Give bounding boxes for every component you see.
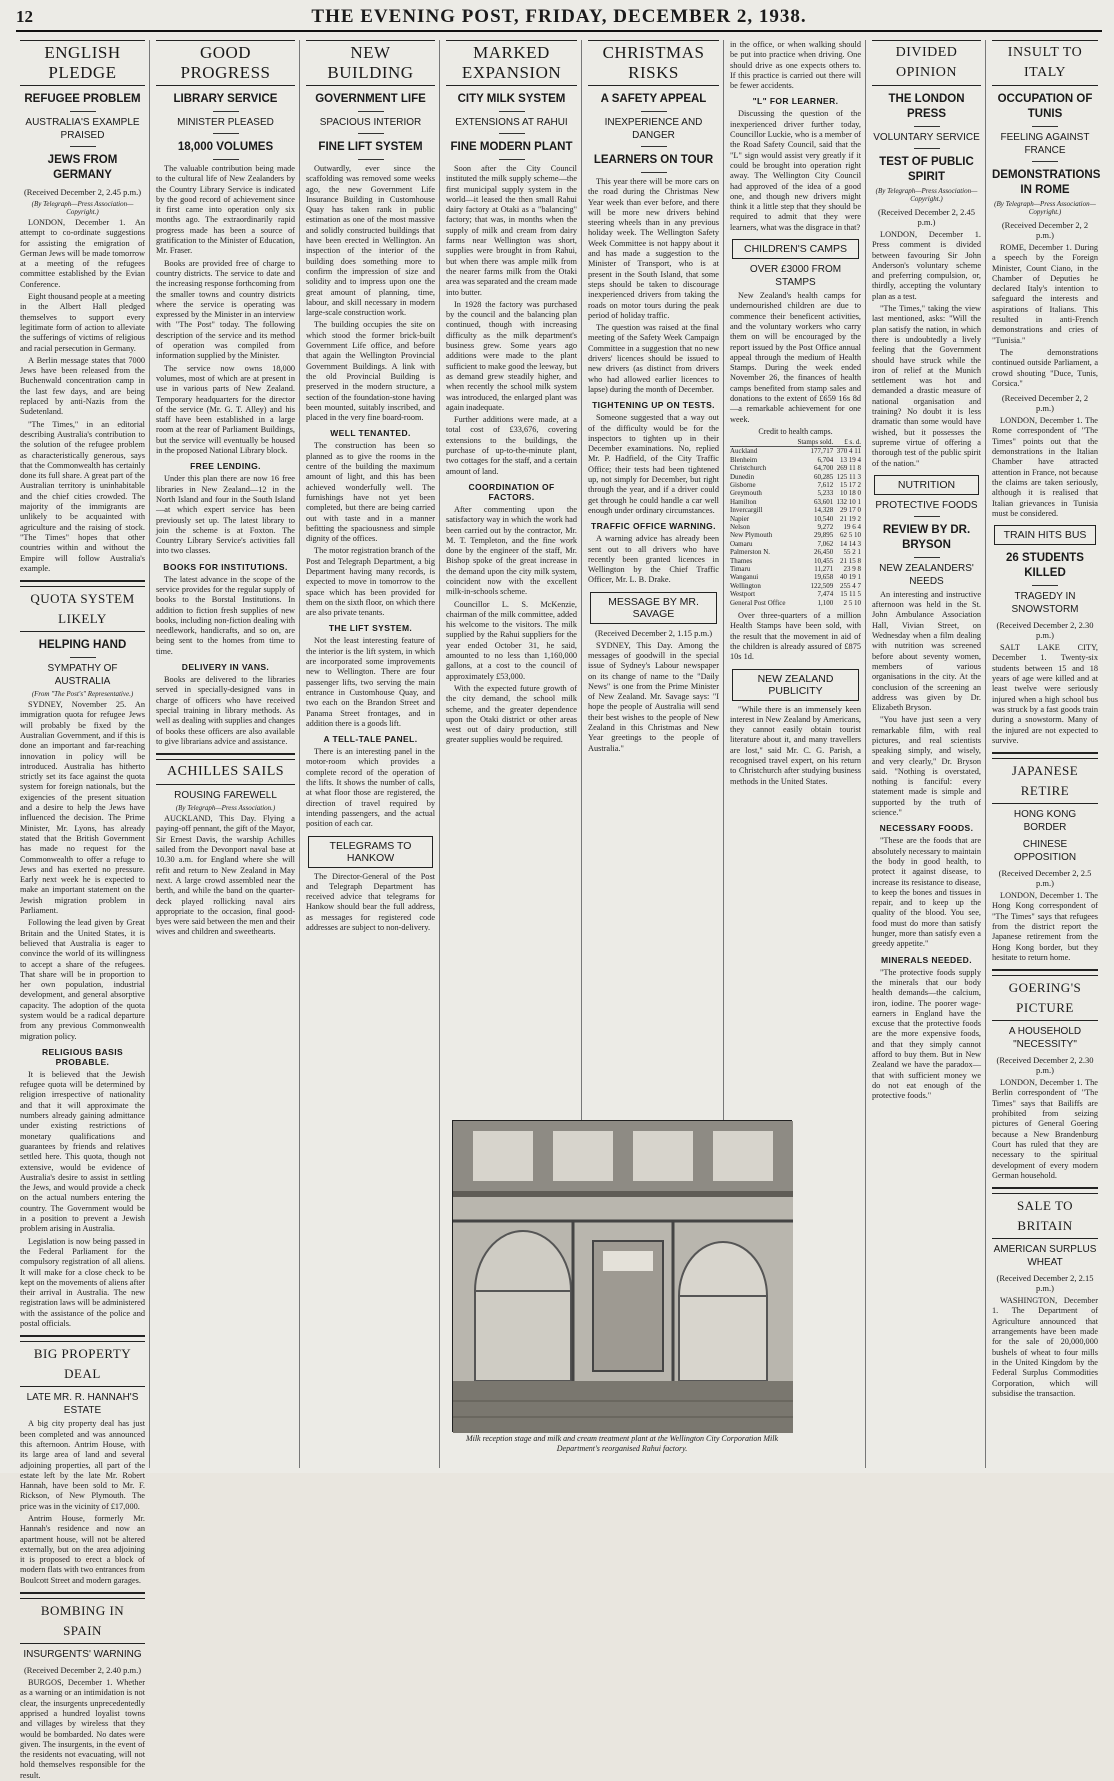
dateline: (Received December 2, 2 p.m.) [1001,393,1089,414]
paragraph: AUCKLAND, This Day. Flying a paying-off pennant, the gift of the Mayor, Sir Ernest Davis, the warship Achilles sailed from the Devonport naval base at 10.30 a.m. for England where she will refit and return to New Zealand in May next. A large crowd assembled near the berth, and while the band on the quarter-deck played rollicking naval airs appropriate to the occasion, final good-byes were said between the men and their wives and children and sweethearts. [156,814,295,937]
table-row [730,498,861,506]
table-row [730,447,861,456]
table-cell: 269 11 8 [836,464,861,473]
table-cell: 122,509 [810,581,834,590]
table-cell: Westport [730,590,756,599]
paragraph: The service now owns 18,000 volumes, most of which are at present in use in various parts of New Zealand. Temporary headquarters for the director of the service (Mr. G. T. Alley) and his staff have been established in a large room at the rear of Parliament Buildings, but the service will eventually be housed in the proposed National Library block. [156,363,295,456]
table-row [730,565,861,573]
paragraph: "While there is an immensely keen interest in New Zealand by Americans, they cannot easily obtain tourist literature about it, and many travellers are lost," said Mr. C. G. Parish, a recognised travel expert, on his return to Christchurch after studying business methods in the United States. [730,704,861,786]
paragraph: "You have just seen a very remarkable film, with real pictures, and real scientists speaking simply, and wisely, and very clearly," Dr. Bryson said. "Nothing is overstated, nothing is fanciful: every statement made is simple and supported by the truth of science." [872,715,981,818]
paragraph: "The Times," in an editorial describing Australia's contribution to the solution of the refugee problem as characteristically generous, says that the Commonwealth has certainly done its full share. A great part of the Australian territory is uninhabitable and the chief cities crowded. The majority of the immigrants are unlikely to be acquainted with agriculture and the raising of stock. "The Times" hopes that other countries within and without the Empire will follow Australia's example. [20,419,145,573]
table-cell: 132 10 1 [836,497,861,506]
headline: DIVIDED OPINION [872,40,981,86]
section-heading: TRAFFIC OFFICE WARNING. [591,521,716,532]
subheadline: OCCUPATION OF TUNIS [997,93,1093,120]
table-cell: Wanganui [730,573,759,582]
table-row [730,489,861,497]
subheadline: HELPING HAND [38,639,127,652]
deck: SYMPATHY OF AUSTRALIA [47,663,118,688]
paragraph: Books are delivered to the libraries served in specially-designed vans in charge of officers who have received special training in library methods. As well as dealing with supplies and changes of books these officers are also available to give librarians advice and assistance. [156,675,295,746]
table-cell: 6,704 [817,455,834,464]
paragraph: Eight thousand people at a meeting in the Albert Hall pledged themselves to support every legitimate form of action to alleviate the sufferings of victims of religious and racial persecution in Germany. [20,292,145,353]
table-cell: Wellington [730,581,761,590]
table-row [730,599,861,607]
headline: JAPANESE RETIRE [992,758,1098,804]
deck: EXTENSIONS AT RAHUI [455,117,568,128]
table-cell: 370 4 11 [836,447,861,456]
table-row [730,590,861,598]
table-row [730,481,861,489]
paragraph: LONDON, December 1. The Rome correspondent of "The Times" points out that the demonstrations in the Italian Chamber have attracted attention in France, not because the claims are taken seriously, although it is realised that Italian grievances in Tunisia must be considered. [992,416,1098,518]
table-title: Credit to health camps. [758,426,833,436]
table-cell: 23 9 8 [843,565,861,573]
credit: (By Telegraph—Press Association—Copyright.) [31,200,134,216]
deck: INEXPERIENCE AND DANGER [604,117,703,141]
column-5 [584,40,724,1120]
table-cell: 10,540 [814,514,834,523]
table-header-cell: £ s. d. [833,438,861,447]
subheadline: JEWS FROM GERMANY [47,154,118,181]
section-heading: THE LIFT SYSTEM. [328,623,413,634]
table-cell: 21 15 8 [840,556,861,565]
paragraph: ROME, December 1. During a speech by the Foreign Minister, Count Ciano, in the Chamber of Deputies he declared Italy's intention to safeguard the interests and aspirations of Italians. This resulted in anti-French demonstrations and cries of "Tunisia." [992,243,1098,345]
box-headline: TELEGRAMS TO HANKOW [308,836,433,868]
table-header-cell [730,438,793,447]
section-heading: TIGHTENING UP ON TESTS. [592,400,715,411]
paragraph: Discussing the question of the inexperienced driver further today, Councillor Luckie, who is a member of the Road Safety Council, said that the "L" sign would assist very greatly if it could be brought into operation right away. The Wellington City Council had approved of the idea of a good one, and though new drivers might think it a little step that they should be required to admit that they were learners, what was the disgrace in that? [730,109,861,232]
dateline: (Received December 2, 2.45 p.m.) [878,207,975,227]
table-row [730,573,861,581]
headline: ENGLISH PLEDGE [20,40,145,86]
table-cell: Dunedin [730,472,755,481]
table-cell: 14,328 [814,506,834,515]
table-cell: 19 6 4 [843,522,861,531]
paragraph: A Berlin message states that 7000 Jews have been released from the Buchenwald concentration camp in the last few days, and are being replaced by anti-Nazis from the Sudetenland. [20,355,145,417]
deck: SPACIOUS INTERIOR [319,117,422,128]
factory-photograph [452,1120,792,1432]
subheadline: REFUGEE PROBLEM [24,93,141,105]
paragraph: With the expected future growth of the city demand, the school milk scheme, and the greater dependence upon the Otaki district or other areas west out of dairy production, still greater supplies would be required. [446,683,577,745]
dateline: (Received December 2, 2 p.m.) [1001,220,1089,240]
paragraph: Soon after the City Council instituted the milk supply scheme—the first municipal supply system in the world—it leased the then small Rahui dairy factory at Otaki as a "balancing" factory; that was, in months when the supply of milk and cream from dairy farms near Wellington was short, supplies were brought in from Rahui, but when there was ample milk from the nearer farms milk from the Otaki area was separated and the cream made into butter. [446,164,577,297]
table-cell: 64,700 [814,464,834,473]
headline: GOOD PROGRESS [156,40,295,86]
dateline: (Received December 2, 2.15 p.m.) [996,1273,1094,1294]
table-cell: 60,285 [814,472,834,481]
table-cell: 177,717 [810,447,834,456]
paragraph: Someone suggested that a way out of the difficulty would be for the inspectors to tighten up in their December examinations. No, replied Mr. P. Hadfield, of the City Traffic Office; their tests had been tightened up, not simply for December, but right through the year, and if a driver could get through he could handle a car well enough under ordinary circumstances. [588,413,719,515]
headline: ACHILLES SAILS [156,759,295,785]
table-row [730,582,861,590]
table-cell: Gisborne [730,480,756,489]
factory-interior-image [453,1121,793,1433]
deck: OVER £3000 FROM STAMPS [749,264,842,289]
paragraph: New Zealand's health camps for undernourished children are due to commence their beneficent activities, and the voluntary workers who carry them on will be encouraged by the report issued by the Post Office annual appeal through the medium of Health Stamps. During the week ended November 26, the finances of health camps benefited from stamp sales and donations to the extent of £659 16s 8d—a remarkable achievement for one week. [730,291,861,424]
subheadline: REVIEW BY DR. BRYSON [882,523,971,551]
deck: TRAGEDY IN SNOWSTORM [1011,591,1079,616]
table-cell: Oamaru [730,539,753,548]
table-cell: 15 17 2 [840,480,861,489]
table-cell: 62 5 10 [840,531,861,540]
table-row [730,540,861,548]
section-heading: WELL TENANTED. [330,428,411,439]
paragraph: The motor registration branch of the Post and Telegraph Department, a big Department having many records, is expected to move in tomorrow to the space which has been provided for them on the sixth floor, on which there are also private tenants. [306,546,435,618]
box-headline: CHILDREN'S CAMPS [732,239,859,259]
table-row [730,531,861,539]
column-3 [302,40,440,1468]
paragraph: BURGOS, December 1. Whether as a warning or an intimidation is not clear, the insurgents unprecedentedly apprised a hundred loyalist towns and villages by wireless that they would be bombarded. No dates were given. The insurgents, in the event of the residents not evacuating, will not hold themselves responsible for the result. [20,1678,145,1780]
table-cell: Invercargill [730,506,763,515]
table-row [730,473,861,481]
headline: QUOTA SYSTEM LIKELY [20,586,145,632]
table-cell: 21 19 2 [840,514,861,523]
table-cell: Timaru [730,565,751,573]
table-cell: 14 14 3 [840,539,861,548]
table-cell: 1,100 [817,598,834,607]
paragraph: Further additions were made, at a total cost of £33,676, covering extensions to the buildings, the purchase of up-to-the-minute plant, two cottages for the staff, and a certain amount of land. [446,415,577,476]
paragraph: Legislation is now being passed in the Federal Parliament for the compulsory registration of all aliens. It will make for a close check to be kept on the movements of aliens after their arrival in Australia. The new registration laws will be administered with the assistance of the police and postal officials. [20,1236,145,1329]
paragraph: In 1928 the factory was purchased by the council and the balancing plan continued, though with increasing difficulty as the milk department's business grew. Some years ago additions were made to the plant sufficient to make good the leeway, but as demand grew steadily higher, and when recently the school milk system was introduced, the enlarged plant was again inadequate. [446,299,577,412]
dateline: (Received December 2, 2.45 p.m.) [23,187,142,197]
table-cell: 29,895 [814,531,834,540]
table-row [730,548,861,556]
table-cell: 29 17 0 [840,506,861,515]
paragraph: An interesting and instructive afternoon was held in the St. John Ambulance Association Hall, Vivian Street, on Wednesday when a film dealing with nutrition was screened before about seventy women, members of various organisations in the city. At the conclusion of the screening an address was given by Dr. Elizabeth Bryson. [872,589,981,713]
subheadline: 18,000 VOLUMES [177,141,274,153]
subheadline: A SAFETY APPEAL [600,93,707,105]
table-cell: New Plymouth [730,531,773,540]
table-cell: 10,455 [814,556,834,565]
dateline: (Received December 2, 2.30 p.m.) [996,1055,1094,1076]
credit: (By Telegraph—Press Association—Copyright.) [994,200,1096,216]
paragraph: The Director-General of the Post and Telegraph Department has received advice that telegrams for Hankow should bear the full address, as messages for registered code addresses are subject to non-delivery. [306,871,435,932]
table-cell: 9,272 [817,522,834,531]
table-cell: Thames [730,556,753,565]
subheadline: THE LONDON PRESS [888,93,965,120]
table-row [730,456,861,464]
box-headline: TRAIN HITS BUS [994,525,1096,545]
page-number: 12 [16,7,33,26]
paragraph: LONDON, December 1. The Berlin correspondent of "The Times" says that Bailiffs are prohibited from seizing pictures of General Goering because a New Brandenburg Court has ruled that they are necessary to the spiritual development of every modern German household. [992,1078,1098,1180]
paragraph: The demonstrations continued outside Parliament, a crowd shouting "Duce, Tunis, Corsica." [992,347,1098,388]
paragraph: WASHINGTON, December 1. The Department of Agriculture announced that arrangements have been made for the sale of 20,000,000 bushels of wheat to four mills in the United Kingdom by the Federal Surplus Commodities Corporation, which will subsidise the transaction. [992,1296,1098,1398]
subheadline: LEARNERS ON TOUR [593,154,714,166]
table-cell: 15 11 5 [840,590,861,599]
table-cell: 19,658 [814,573,834,582]
box-headline: NUTRITION [874,475,979,495]
table-cell: 5,233 [817,489,834,498]
deck: HONG KONG BORDER [1013,809,1077,834]
paragraph: SYDNEY, November 25. An immigration quota for refugee Jews will probably be fixed by the Australian Government, and if this is done an important and far-reaching innovation in policy will be introduced. Australia has hitherto strictly set its face against the quota system for foreign nationals, but the exigencies of the present situation and a desire to help the Jews have influenced the decision. The Prime Minister, Mr. Lyons, has already stated that the British Government has made no request for the Commonwealth to offer a refuge to Jews and has exerted no pressure. Early next week he is expected to make an important statement on the Jewish migration problem in Parliament. [20,700,145,916]
paragraph: in the office, or when walking should be put into practice when driving. One should drive as one expects others to. If this practice is carried out there will be fewer accidents. [730,40,861,91]
deck: AUSTRALIA'S EXAMPLE PRAISED [25,117,140,141]
table-cell: Palmerston N. [730,548,771,557]
subheadline: FINE MODERN PLANT [450,141,573,153]
paragraph: Following the lead given by Great Britain and the United States, it is believed that Australia is eager to convince the world of its willingness to accept a share of the refugees. That share will be in proportion to her own population, industrial development, and general absorptive capacity. The adoption of the quota system would be a radical departure from any previous Commonwealth migration policy. [20,918,145,1041]
deck: PROTECTIVE FOODS [875,499,978,511]
headline: BOMBING IN SPAIN [20,1598,145,1644]
table-cell: 125 11 3 [836,472,861,481]
table-row [730,557,861,565]
headline: CHRISTMAS RISKS [588,40,719,86]
column-4 [442,40,582,1120]
section-heading: "L" FOR LEARNER. [752,96,839,107]
deck: AMERICAN SURPLUS WHEAT [993,1244,1097,1269]
deck: NEW ZEALANDERS' NEEDS [879,562,974,587]
table-cell: Blenheim [730,455,758,464]
paragraph: The question was raised at the final meeting of the Safety Week Campaign Committee in a suggestion that no new drivers' licences should be issued to new drivers (as distinct from drivers who had allowed earlier licences to lapse) during the month of December. [588,323,719,394]
subheadline: 26 STUDENTS KILLED [1006,552,1084,580]
paragraph: This year there will be more cars on the road during the Christmas New Year week than ever before, and there will be more new drivers behind steering wheels than in any previous holiday week. The Wellington Safety Week Committee is not happy about it and has made a suggestion to the Minister of Transport, who is at present in the South Island, that some steps should be taken to discourage inexperienced drivers from taking the roads on motor tours during the peak period of holiday traffic. [588,177,719,320]
paragraph: Under this plan there are now 16 free libraries in New Zealand—12 in the North Island and four in the South Island—at which expert service has been previously set up. The latest library to join the scheme is at Foxton. The Country Library Service's activities fall into two classes. [156,474,295,556]
masthead [16,6,1102,32]
table-cell: General Post Office [730,598,786,607]
subheadline: LIBRARY SERVICE [173,93,278,105]
paragraph: Over three-quarters of a million Health Stamps have been sold, with the result that the movement in aid of the children is already assured of £875 10s 1d. [730,611,861,662]
section-heading: BOOKS FOR INSTITUTIONS. [163,561,288,572]
headline: INSULT TO ITALY [992,40,1098,86]
table-header-cell: Stamps sold. [793,438,834,447]
table-cell: 2 5 10 [843,598,861,607]
column-2 [152,40,300,1468]
table-cell: 7,612 [817,480,834,489]
section-heading: MINERALS NEEDED. [881,954,972,965]
deck: ROUSING FAREWELL [174,790,277,802]
paragraph: Councillor L. S. McKenzie, chairman of the milk committee, added his welcome to the visitors. The milk supplied by the Rahui suppliers for the year ended October 31, he said, amounted to no less than 1,160,000 gallons, at a cost to the council of approximately £53,000. [446,599,577,681]
paragraph: The building occupies the site on which stood the former brick-built Government Life office, and before that again the Wellington Provincial Government Buildings. A link with the old Provincial Building is preserved in the modern structure, a section of the foundation-stone having been mounted, suitably inscribed, and placed in the very fine board-room. [306,320,435,423]
subheadline: GOVERNMENT LIFE [315,93,426,105]
dateline: (Received December 2, 1.15 p.m.) [594,627,713,638]
table-cell: 11,271 [814,565,834,573]
column-1 [16,40,150,1780]
table-cell: 26,450 [814,548,834,557]
paragraph: The valuable contribution being made to the cultural life of New Zealanders by the Country Library Service is indicated by the good record of achievement since it first came into operation only six months ago. The extraordinarily rapid progress made has been a source of gratification to the Minister of Education, Mr. Fraser. [156,164,295,256]
section-heading: COORDINATION OF FACTORS. [468,481,555,502]
paragraph: The construction has been so planned as to give the rooms in the centre of the building the maximum amount of light, and this has been achieved wonderfully well. The furnishings have not yet been completed, but there are being carried out with taste and in a manner befitting the spaciousness and simple dignity of the offices. [306,441,435,544]
credit: (From "The Post's" Representative.) [31,690,134,699]
paragraph: Not the least interesting feature of the interior is the lift system, in which are incorporated some improvements new to Wellington. There are four passenger lifts, two serving the main entrance in Customhouse Quay, and two each on the Brandon Street and Panama Street frontages, and in addition there is a goods lift. [306,636,435,728]
paragraph: SALT LAKE CITY, December 1. Twenty-six students between 15 and 18 years of age were killed and at least twelve were seriously injured when a high school bus was struck by a fast goods train during a snowstorm. Many of the injured are not expected to survive. [992,643,1098,745]
paragraph: Books are provided free of charge to country districts. The service to date and the increasing response forthcoming from the smaller towns and country districts where the service is operating was expressed by the Minister in an interview with "The Post" today. The following description of the service and its method of operation was compiled from information supplied by the Minister. [156,258,295,361]
paragraph: "The protective foods supply the minerals that our body health demands—the calcium, iron, iodine. The poorer wage-earners in England have the excuse that the protective foods are the more expensive foods, and that they simply cannot afford to buy them. But in New Zealand we have the paradox—that with sufficient money we do not eat enough of the protective foods." [872,967,981,1101]
section-heading: FREE LENDING. [190,461,261,472]
paragraph: After commenting upon the satisfactory way in which the work had been carried out by the contractor, Mr. M. T. Templeton, and the fine work done by the engineer of the staff, Mr. Bishop spoke of the great increase in the demand upon the city milk system, coincident now with the excellent milk-in-schools scheme. [446,504,577,597]
dateline: (Received December 2, 2.30 p.m.) [996,620,1094,641]
subheadline: DEMONSTRATIONS IN ROME [992,169,1101,196]
section-heading: A TELL-TALE PANEL. [323,734,418,745]
paragraph: There is an interesting panel in the motor-room which provides a complete record of the operation of the lifts. It shows the number of calls, at what floor those are registered, the direction of travel required by intending passengers, and the actual position of each car. [306,747,435,829]
table-cell: 255 4 7 [840,581,861,590]
table-row [730,506,861,514]
newspaper-title: THE EVENING POST, FRIDAY, DECEMBER 2, 1938. [311,6,807,27]
box-headline: NEW ZEALAND PUBLICITY [732,669,859,701]
section-heading: RELIGIOUS BASIS PROBABLE. [41,1046,124,1067]
table-cell: Auckland [730,447,758,456]
headline: MARKED EXPANSION [446,40,577,86]
column-8 [988,40,1102,1468]
deck: INSURGENTS' WARNING [23,1649,142,1661]
paragraph: It is believed that the Jewish refugee quota will be determined by religion irrespective of nationality and that it will approximate the numbers already gaining admittance under existing restrictions of monetary qualifications and guarantees by friends and relatives settled here. This quota, though not extensive, would be evidence of Australia's desire to assist in settling the Jews, and would provide a check on the actual numbers entering the country. The Government would be in a position to prevent a Jewish problem arising in Australia. [20,1069,145,1234]
photo-caption: Milk reception stage and milk and cream treatment plant at the Wellington City Corporation Milk Department's reorganised Rahui factory. [465,1434,779,1453]
box-headline: MESSAGE BY MR. SAVAGE [590,592,717,624]
table-cell: Napier [730,514,750,523]
table-cell: 55 2 1 [843,548,861,557]
subheadline: FINE LIFT SYSTEM [318,141,423,153]
paragraph: A warning advice has already been sent out to all drivers who have recently been granted licences in Wellington by the Chief Traffic Officer, Mr. L. B. Drake. [588,534,719,585]
table-row [730,523,861,531]
deck: VOLUNTARY SERVICE [873,132,980,143]
column-7 [868,40,986,1468]
headline: NEW BUILDING [306,40,435,86]
table-cell: Hamilton [730,497,757,506]
subheadline: TEST OF PUBLIC SPIRIT [879,156,974,183]
headline: SALE TO BRITAIN [992,1193,1098,1239]
deck: MINISTER PLEASED [177,117,274,128]
table-cell: Greymouth [730,489,762,498]
table-cell: 7,474 [817,590,834,599]
deck: FEELING AGAINST FRANCE [1000,132,1090,156]
table-row [730,515,861,523]
deck: LATE MR. R. HANNAH'S ESTATE [26,1392,139,1417]
table-cell: 40 19 1 [840,573,861,582]
subheadline: CITY MILK SYSTEM [457,93,566,105]
paragraph: A big city property deal has just been completed and was announced this afternoon. Antrim House, with its large area of land and several adjoining properties, all part of the estate left by the late Mr. Robert Hannah, have been sold to Mr. F. Rickson, of New Plymouth. The price was in the vicinity of £17,000. [20,1419,145,1511]
table-row [730,464,861,472]
headline: BIG PROPERTY DEAL [20,1341,145,1387]
section-heading: DELIVERY IN VANS. [181,662,270,673]
paragraph: SYDNEY, This Day. Among the messages of goodwill in the special issue of Sydney's Labour newspaper on its change of name to the "Daily News" is one from the Prime Minister of New Zealand. Mr. Savage says: "I hope the people of Australia will send their best wishes to the people of New Zealand in this Christmas and New Year greetings to the people of Australia." [588,640,719,753]
paragraph: Outwardly, ever since the scaffolding was removed some weeks ago, the new Government Life Insurance Building in Customhouse Quay has taken rank in public estimation as one of the most massive and solidly constructed buildings that have been erected in Wellington. An inspection of the interior of the building does something more to confirm the impression of size and solidity and to impress upon one the great amount of planning, time, labour, and skill necessary in modern large-scale construction work. [306,164,435,318]
deck: A HOUSEHOLD "NECESSITY" [1008,1026,1082,1051]
table-cell: 10 18 0 [840,489,861,498]
table-cell: 63,601 [814,497,834,506]
table-cell: Christchurch [730,464,767,473]
table-cell: 13 19 4 [840,455,861,464]
section-heading: NECESSARY FOODS. [879,823,974,834]
headline: GOERING'S PICTURE [992,975,1098,1021]
deck: CHINESE OPPOSITION [1013,839,1077,864]
credit: (By Telegraph—Press Association.) [175,804,276,813]
dateline: (Received December 2, 2.40 p.m.) [23,1665,142,1676]
dateline: (Received December 2, 2.5 p.m.) [998,868,1092,889]
paragraph: Antrim House, formerly Mr. Hannah's residence and now an apartment house, will not be altered externally, but on the area adjoining it is proposed to erect a block of modern flats with two entrances from Boulcott Street and modern garages. [20,1513,145,1585]
health-stamps-table [730,438,861,607]
paragraph: The latest advance in the scope of the service provides for the regular supply of books to the Borstal Institutions. In addition to fiction fresh supplies of new books, including non-fiction dealing with needlework, handicrafts, and so on, are being sent to the homes from time to time. [156,574,295,656]
table-cell: 7,062 [817,539,834,548]
paragraph: "The Times," taking the view last mentioned, asks: "Will the plan satisfy the nation, in which there is undoubtedly a lively feeling that the Government should have struck while the iron of relief at the Munich settlement was hot and demanded a drastic measure of national organisation and training? No doubt it is less dramatic than some would have wished, but it possesses the supreme virtue of offering a thorough test of the public spirit of the nation." [872,304,981,468]
table-cell: Nelson [730,522,750,531]
paragraph: LONDON, December 1. Press comment is divided between favouring Sir John Anderson's voluntary scheme and preferring compulsion, or, thirdly, accepting the voluntary plan as a test. [872,230,981,301]
paragraph: LONDON, December 1. The Hong Kong correspondent of "The Times" says that refugees from the district report the Japanese retirement from the Hong Kong border, but they hesitate to return home. [992,891,1098,962]
credit: (By Telegraph—Press Association—Copyright.) [875,187,978,203]
paragraph: LONDON, December 1. An attempt to co-ordinate suggestions for assisting the emigration of German Jews will be made tomorrow at a meeting of the refugees committee established by the Evian Conference. [20,218,145,289]
paragraph: "These are the foods that are absolutely necessary to maintain the body in good health, to protect it against disease, to increase its resistance to disease, to keep the bones and tissues in repair, and to keep up the quality of the blood. You see, food must do more than satisfy hunger, more than satisfy even a greedy appetite." [872,836,981,949]
